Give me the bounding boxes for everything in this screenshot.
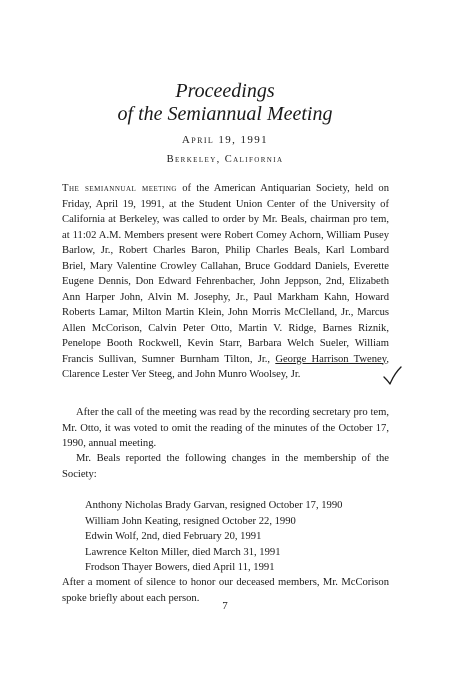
checkmark-icon [382, 365, 402, 387]
list-item: Edwin Wolf, 2nd, died February 20, 1991 [85, 531, 262, 542]
page-number: 7 [222, 600, 228, 612]
paragraph-silence: After a moment of silence to honor our deceased members, Mr. McCorison spoke briefly about each person. [62, 577, 389, 604]
paragraph-lead: The semiannual meeting [62, 183, 177, 194]
title-line-1: Proceedings [175, 80, 275, 102]
membership-changes-list [85, 498, 385, 576]
underlined-member-name: George Harrison Tweney [275, 353, 387, 365]
list-item: Frodson Thayer Bowers, died April 11, 1991 [85, 562, 275, 573]
meeting-location: Berkeley, California [166, 154, 284, 165]
paragraph-text-end: , Clarence Lester Ver Steeg, and John Munro Woolsey, Jr. [62, 353, 389, 380]
title-line-2: of the Semiannual Meeting [117, 103, 333, 125]
list-item: Anthony Nicholas Brady Garvan, resigned October 17, 1990 [85, 500, 343, 511]
paragraph-attendance [62, 181, 389, 383]
list-item: William John Keating, resigned October 22, 1990 [85, 515, 296, 527]
meeting-date: April 19, 1991 [181, 134, 269, 146]
list-item: Lawrence Kelton Miller, died March 31, 1991 [85, 546, 281, 558]
paragraph-minutes: After the call of the meeting was read by the recording secretary pro tem, Mr. Otto, it was voted to omit the reading of the minutes of the October 17, 1990, annual meeting. [62, 407, 389, 449]
paragraph-text: of the American Antiquarian Society, held on Friday, April 19, 1991, at the Student Union Center of the University of California at Berkeley, was called to order by Mr. Beals, chairman pro tem, at 11:02 A.M. Members present were Robert Comey Achorn, William Pusey Barlow, Jr., Robert Charles Baron, Philip Charles Beals, Karl Lombard Briel, Mary Valentine Crowley Callahan, Bruce Goddard Daniels, Everette Eugene Dennis, Don Edward Fehrenbacher, John Jeppson, 2nd, Elizabeth Ann Harper John, Alvin M. Josephy, Jr., Paul Markham Kahn, Howard Roberts Lamar, Milton Martin Klein, John Morris McClelland, Jr., Marcus Allen McCorison, Calvin Peter Otto, Martin V. Ridge, Barnes Riznik, Penelope Booth Rockwell, Kevin Starr, Barbara Welch Sueler, William Francis Sullivan, Sumner Burnham Tilton, Jr., [62, 183, 389, 365]
paragraph-membership-intro: Mr. Beals reported the following changes in the membership of the Society: [62, 453, 389, 480]
